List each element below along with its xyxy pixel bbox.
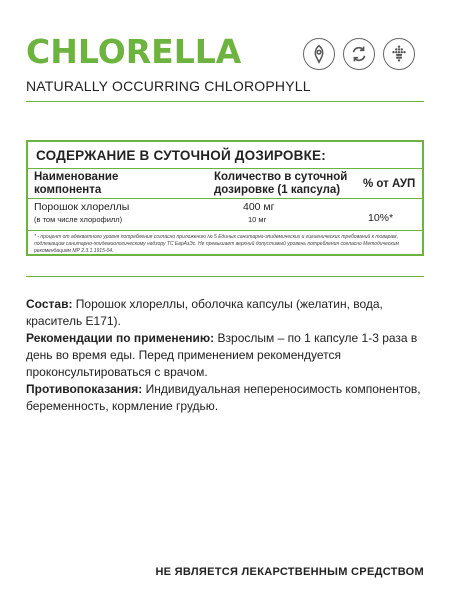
recycle-arrows-icon: [343, 38, 375, 70]
product-info: [26, 296, 426, 415]
row-percent: 10%*: [368, 212, 394, 224]
header-amount: Количество в суточной дозировке (1 капсула): [214, 171, 348, 196]
row-amount: 400 мг: [243, 201, 275, 213]
brand-subtitle: NATURALLY OCCURRING CHLOROPHYLL: [26, 78, 311, 94]
row-name: (в том числе хлорофилл): [34, 215, 123, 224]
usage-text: Взрослым – по 1 капсуле 1-3 раза в день во время еды. Перед применением рекомендуется проконсультироваться с врачом.: [26, 331, 418, 379]
usage-paragraph: [26, 330, 426, 381]
panel-bottom-divider: [26, 276, 424, 277]
icon-row: [303, 38, 415, 70]
top-divider: [26, 101, 424, 102]
footnote: * - процент от адекватного уровня потребления согласно приложению № 5 Единых санитарно-эпидемических и гигиенических требований к товарам, подлежащим санитарно-эпидемиологическому надзору ТС ЕврАзЭс. Не превышает верхний допустимый уровень потребления согласно Методическим рекомендациям МР 2.3.1.1915-04.: [34, 234, 399, 254]
row-name: Порошок хлореллы: [34, 201, 130, 213]
panel-title-divider: [28, 168, 422, 169]
vegetarian-person-icon: [303, 38, 335, 70]
composition-paragraph: [26, 296, 426, 330]
arrow-down-dots-icon: [383, 38, 415, 70]
contraindications-text: Индивидуальная непереносимость компонентов, беременность, кормление грудью.: [26, 382, 421, 413]
header-component: Наименование компонента: [34, 171, 119, 196]
contraindications-paragraph: [26, 381, 426, 415]
rows-divider: [28, 230, 422, 231]
nutrition-panel: [26, 140, 424, 256]
composition-label: Состав:: [26, 297, 73, 311]
header-percent: % от АУП: [363, 178, 416, 190]
row-amount: 10 мг: [248, 215, 267, 224]
disclaimer: НЕ ЯВЛЯЕТСЯ ЛЕКАРСТВЕННЫМ СРЕДСТВОМ: [155, 566, 424, 578]
usage-label: Рекомендации по применению:: [26, 331, 215, 345]
composition-text: Порошок хлореллы, оболочка капсулы (желатин, вода, краситель E171).: [26, 297, 383, 328]
contraindications-label: Противопоказания:: [26, 382, 143, 396]
header-divider: [28, 198, 422, 199]
brand-title: CHLORELLA: [26, 32, 242, 71]
panel-title: СОДЕРЖАНИЕ В СУТОЧНОЙ ДОЗИРОВКЕ:: [36, 148, 326, 163]
